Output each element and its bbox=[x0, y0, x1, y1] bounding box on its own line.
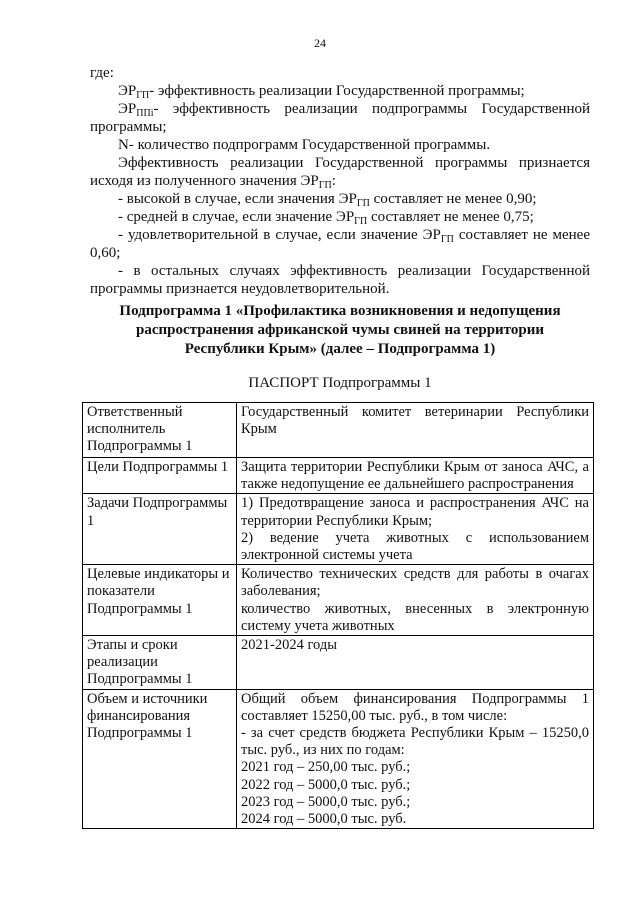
value-line: Защита территории Республики Крым от заноса АЧС, а также недопущение ее дальнейшего распространения bbox=[241, 459, 589, 493]
value-line: Количество технических средств для работы в очагах заболевания; bbox=[241, 566, 589, 600]
criterion-medium-text: - средней в случае, если значение ЭР bbox=[118, 209, 355, 225]
table-row bbox=[83, 689, 594, 829]
row-value-indicators bbox=[237, 565, 594, 636]
row-label-stages: Этапы и сроки реализации Подпрограммы 1 bbox=[83, 636, 237, 690]
criterion-high-value: составляет не менее 0,90; bbox=[369, 191, 537, 207]
criterion-high-text: - высокой в случае, если значения ЭР bbox=[118, 191, 357, 207]
value-line: 1) Предотвращение заноса и распространения АЧС на территории Республики Крым; bbox=[241, 495, 589, 529]
where-label: где: bbox=[90, 65, 114, 81]
criterion-satisfactory bbox=[90, 226, 590, 262]
criterion-high-subscript: ГП bbox=[356, 198, 370, 209]
passport-table bbox=[82, 402, 594, 829]
criterion-other: - в остальных случаях эффективность реализации Государственной программы признается неудовлетворительной. bbox=[90, 263, 590, 297]
er-gp-text: - эффективность реализации Государственной программы; bbox=[149, 83, 525, 99]
er-ppi-symbol: ЭР bbox=[118, 101, 137, 117]
row-value-stages bbox=[237, 636, 594, 690]
value-line: 2023 год – 5000,0 тыс. руб.; bbox=[241, 793, 411, 810]
row-value-financing bbox=[237, 689, 594, 829]
row-label-responsible: Ответственный исполнитель Подпрограммы 1 bbox=[83, 403, 237, 458]
passport-title: ПАСПОРТ Подпрограммы 1 bbox=[248, 375, 432, 391]
row-value-responsible bbox=[237, 403, 594, 458]
n-definition: N- количество подпрограмм Государственной программы. bbox=[118, 137, 491, 153]
efficiency-colon: : bbox=[331, 173, 336, 189]
er-ppi-subscript: ППi bbox=[136, 108, 154, 119]
row-label-indicators: Целевые индикаторы и показатели Подпрограммы 1 bbox=[83, 565, 237, 636]
heading-line-2: распространения африканской чумы свиней на территории bbox=[136, 322, 544, 338]
er-gp-symbol: ЭР bbox=[118, 83, 137, 99]
efficiency-subscript: ГП bbox=[318, 180, 332, 191]
row-label-tasks: Задачи Подпрограммы 1 bbox=[83, 494, 237, 565]
efficiency-text: Эффективность реализации Государственной программы признается исходя из полученного значения ЭР bbox=[90, 155, 590, 189]
table-row bbox=[83, 458, 594, 494]
row-label-financing: Объем и источники финансирования Подпрограммы 1 bbox=[83, 689, 237, 829]
criterion-medium-value: составляет не менее 0,75; bbox=[367, 209, 534, 225]
criterion-satisfactory-text: - удовлетворительной в случае, если значение ЭР bbox=[118, 227, 441, 243]
criterion-medium bbox=[90, 208, 590, 226]
value-line: 2021 год – 250,00 тыс. руб.; bbox=[241, 759, 411, 776]
criterion-high bbox=[90, 190, 590, 208]
value-line: количество животных, внесенных в электронную систему учета животных bbox=[241, 600, 589, 634]
value-line: - за счет средств бюджета Республики Крым – 15250,0 тыс. руб., из них по годам: bbox=[241, 725, 589, 759]
table-row bbox=[83, 494, 594, 565]
value-line: 2021-2024 годы bbox=[241, 637, 337, 654]
criterion-satisfactory-value: составляет не менее 0,60; bbox=[90, 227, 590, 261]
formula-explanation bbox=[90, 64, 590, 298]
value-line: Государственный комитет ветеринарии Республики Крым bbox=[241, 404, 589, 438]
criterion-satisfactory-subscript: ГП bbox=[440, 234, 454, 245]
table-row bbox=[83, 565, 594, 636]
value-line: 2022 год – 5000,0 тыс. руб.; bbox=[241, 776, 411, 793]
subprogram-heading bbox=[90, 302, 590, 359]
table-row bbox=[83, 403, 594, 458]
er-ppi-text: - эффективность реализации подпрограммы Государственной программы; bbox=[90, 101, 590, 135]
heading-line-1: Подпрограмма 1 «Профилактика возникновения и недопущения bbox=[119, 303, 561, 319]
er-ppi-definition bbox=[90, 100, 590, 136]
er-gp-definition bbox=[90, 82, 590, 100]
value-line: 2024 год – 5000,0 тыс. руб. bbox=[241, 811, 407, 828]
row-value-goals bbox=[237, 458, 594, 494]
row-label-goals: Цели Подпрограммы 1 bbox=[83, 458, 237, 494]
criterion-medium-subscript: ГП bbox=[354, 216, 368, 227]
value-line: 2) ведение учета животных с использованием электронной системы учета bbox=[241, 529, 589, 564]
er-gp-subscript: ГП bbox=[136, 90, 150, 101]
value-line: Общий объем финансирования Подпрограммы 1 составляет 15250,00 тыс. руб., в том числе: bbox=[241, 690, 589, 724]
page-number: 24 bbox=[314, 36, 326, 50]
heading-line-3: Республики Крым» (далее – Подпрограмма 1) bbox=[184, 341, 496, 357]
efficiency-criteria-intro bbox=[90, 154, 590, 190]
row-value-tasks bbox=[237, 494, 594, 565]
table-row bbox=[83, 636, 594, 690]
